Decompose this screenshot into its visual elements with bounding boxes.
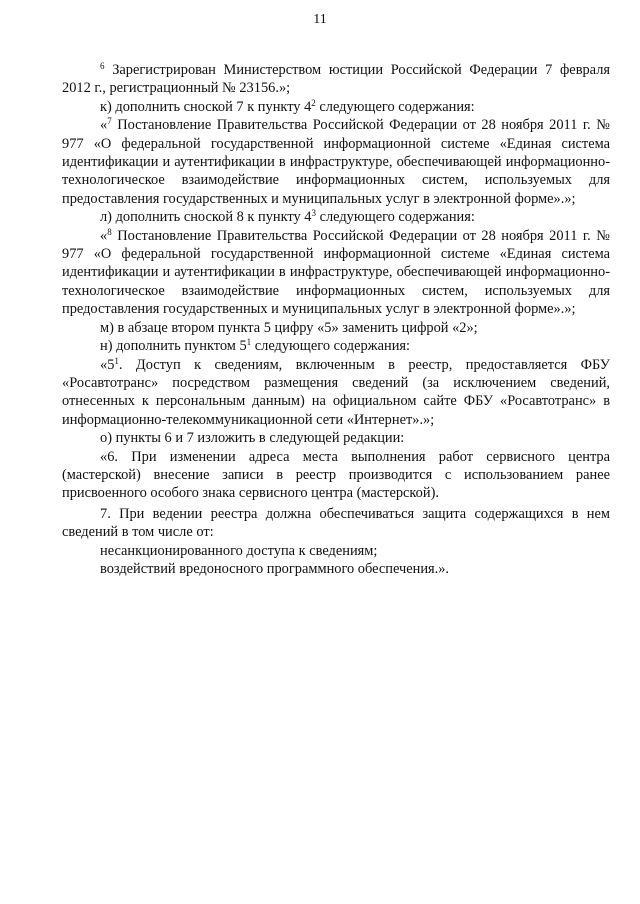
footnote-6-paragraph (62, 61, 610, 98)
paragraph-text: к) дополнить сноской 7 к пункту 4 (100, 98, 312, 115)
footnote-7-paragraph (62, 116, 610, 208)
quote-prefix: « (100, 117, 108, 134)
paragraph-text-tail: следующего содержания: (251, 338, 411, 355)
item-l-paragraph (62, 208, 610, 226)
page-number: 11 (313, 12, 327, 27)
document-body (62, 61, 610, 578)
superscript: 1 (246, 337, 252, 348)
paragraph-text: Постановление Правительства Российской Федерации от 28 ноября 2011 г. № 977 «О федеральной государственной информационной системе «Единая система идентификации и аутентификации в инфраструктуре, обеспечивающей информационно-технологическое взаимодействие информационных систем, используемых для предоставления государственных и муниципальных услуг в электронной форме».»; (62, 117, 610, 207)
paragraph-text: . Доступ к сведениям, включенным в реестр, предоставляется ФБУ «Росавтотранс» посредством размещения сведений (за исключением сведений, отнесенных к персональным данным) на официальном сайте ФБУ «Росавтотранс» в информационно-телекоммуникационной сети «Интернет».»; (62, 356, 610, 428)
superscript: 2 (311, 97, 316, 108)
paragraph-text-tail: следующего содержания: (315, 209, 475, 226)
item-m-paragraph: м) в абзаце втором пункта 5 цифру «5» заменить цифрой «2»; (100, 319, 478, 336)
paragraph-text: н) дополнить пунктом 5 (100, 338, 247, 355)
item-o-paragraph: о) пункты 6 и 7 изложить в следующей редакции: (100, 430, 405, 447)
point-7-item-paragraph: воздействий вредоносного программного обеспечения.». (100, 560, 450, 577)
point-7-paragraph: 7. При ведении реестра должна обеспечиваться защита содержащихся в нем сведений в том числе от: (62, 505, 610, 541)
paragraph-text: л) дополнить сноской 8 к пункту 4 (100, 209, 312, 226)
item-n-paragraph (62, 337, 610, 355)
footnote-marker: 8 (107, 226, 112, 237)
point-5-1-paragraph (62, 356, 610, 430)
paragraph-text: Зарегистрирован Министерством юстиции Российской Федерации 7 февраля 2012 г., регистрационный № 23156.»; (62, 62, 610, 97)
paragraph-text: Постановление Правительства Российской Федерации от 28 ноября 2011 г. № 977 «О федеральной государственной информационной системе «Единая система идентификации и аутентификации в инфраструктуре, обеспечивающей информационно-технологическое взаимодействие информационных систем, используемых для предоставления государственных и муниципальных услуг в электронной форме».»; (62, 227, 610, 318)
point-number: «5 (100, 356, 115, 373)
point-7-item-paragraph: несанкционированного доступа к сведениям; (100, 542, 378, 559)
paragraph-text-tail: следующего содержания: (315, 98, 475, 115)
quote-prefix: « (100, 227, 108, 244)
superscript: 3 (311, 208, 316, 219)
footnote-marker: 6 (100, 61, 105, 71)
footnote-marker: 7 (107, 116, 112, 127)
superscript: 1 (114, 355, 119, 366)
footnote-8-paragraph (62, 227, 610, 319)
point-6-paragraph: «6. При изменении адреса места выполнения работ сервисного центра (мастерской) внесение записи в реестр производится с использованием ранее присвоенного особого знака сервисного центра (мастерской). (62, 448, 610, 502)
item-k-paragraph (62, 98, 610, 116)
